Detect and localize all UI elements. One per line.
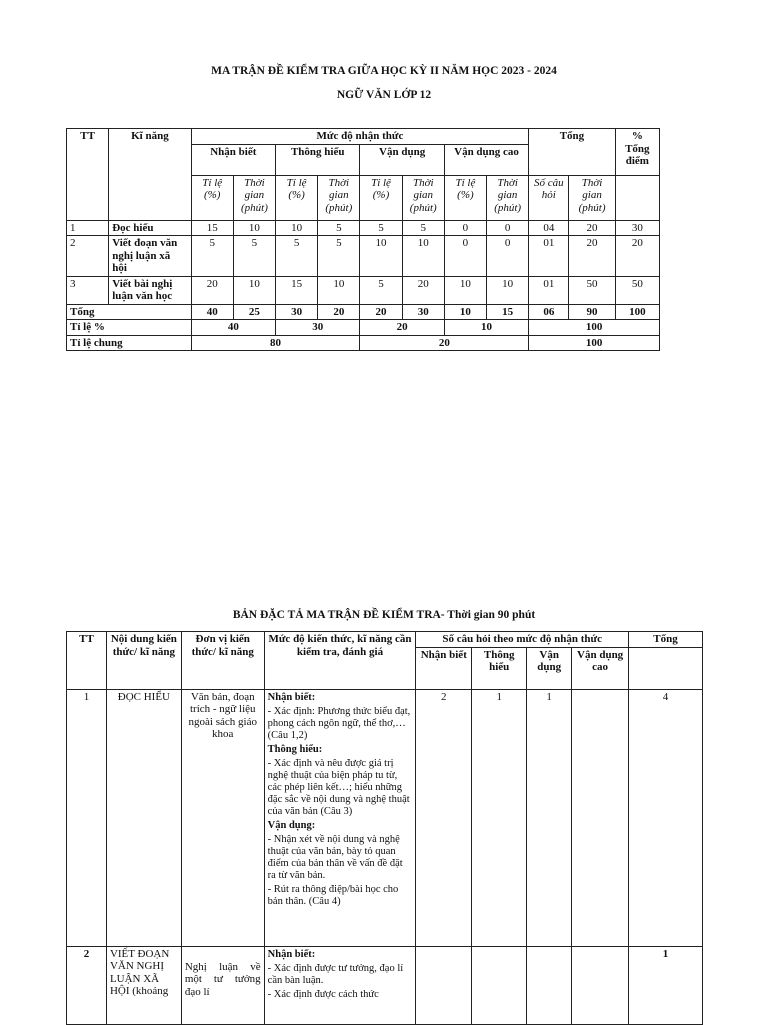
spec-count-cell: 2 (416, 689, 472, 946)
recognition-heading: Nhận biết: (267, 948, 316, 960)
spec-header-unit: Đơn vị kiến thức/ kĩ năng (181, 632, 264, 690)
matrix-ratio-cell: 100 (529, 320, 660, 336)
matrix-total-label: Tổng (67, 304, 192, 320)
matrix-general-cell: 80 (191, 335, 360, 351)
matrix-ratio-row (67, 320, 660, 336)
comprehension-text: - Xác định và nêu được giá trị nghệ thuật của biện pháp tu từ, các phép liên kết…; hiểu những đặc sắc về nội dung và nghệ thuật của văn bản (Câu 3) (267, 757, 410, 817)
matrix-row (67, 276, 660, 304)
matrix-total-cell: 30 (402, 304, 444, 320)
matrix-cell: 10 (444, 276, 486, 304)
matrix-general-cell: 100 (529, 335, 660, 351)
matrix-header-tt: TT (67, 129, 109, 221)
matrix-cell-skill: Viết đoạn văn nghị luận xã hội (109, 236, 191, 277)
matrix-cell: 5 (360, 276, 402, 304)
spec-cell-level-desc (264, 689, 416, 946)
matrix-header-levels: Mức độ nhận thức (191, 129, 529, 145)
matrix-subheader-ratio: Tỉ lệ (%) (191, 175, 233, 220)
matrix-cell: 20 (402, 276, 444, 304)
matrix-header-skill: Kĩ năng (109, 129, 191, 221)
matrix-cell: 0 (444, 236, 486, 277)
spec-count-cell (572, 689, 629, 946)
matrix-cell: 0 (487, 236, 529, 277)
matrix-total-cell: 30 (276, 304, 318, 320)
matrix-cell: 50 (569, 276, 615, 304)
matrix-cell: 5 (402, 220, 444, 236)
spec-header-total: Tổng (629, 632, 703, 648)
spec-header-tt: TT (67, 632, 107, 690)
spec-cell-tt: 2 (67, 946, 107, 1024)
recognition-heading: Nhận biết: (267, 691, 316, 703)
matrix-level-4: Vận dụng cao (444, 144, 528, 175)
matrix-cell: 01 (529, 236, 569, 277)
spec-row (67, 946, 703, 1024)
matrix-general-label: Tỉ lệ chung (67, 335, 192, 351)
matrix-cell: 20 (569, 220, 615, 236)
matrix-cell: 10 (487, 276, 529, 304)
spec-header-row (67, 632, 703, 648)
spec-cell-level-desc (264, 946, 416, 1024)
matrix-cell: 5 (318, 236, 360, 277)
matrix-total-cell: 40 (191, 304, 233, 320)
matrix-cell: 5 (276, 236, 318, 277)
matrix-cell-tt: 1 (67, 220, 109, 236)
matrix-cell: 5 (191, 236, 233, 277)
matrix-cell: 10 (233, 220, 275, 236)
matrix-header-total: Tổng (529, 129, 615, 176)
matrix-ratio-label: Tỉ lệ % (67, 320, 192, 336)
matrix-subheader-ratio: Tỉ lệ (%) (444, 175, 486, 220)
spec-cell-unit: Nghị luận về một tư tưởng đạo lí (181, 946, 264, 1024)
matrix-cell: 30 (615, 220, 659, 236)
matrix-cell: 10 (402, 236, 444, 277)
matrix-cell: 50 (615, 276, 659, 304)
spec-count-cell (527, 946, 572, 1024)
matrix-cell: 0 (487, 220, 529, 236)
recognition-text: - Xác định được tư tưởng, đạo lí cần bàn luận. (267, 962, 404, 986)
application-text: - Rút ra thông điệp/bài học cho bản thân. (Câu 4) (267, 883, 399, 907)
matrix-cell: 5 (318, 220, 360, 236)
matrix-header-row (67, 129, 660, 145)
matrix-subheader-ratio: Tỉ lệ (%) (360, 175, 402, 220)
matrix-cell: 04 (529, 220, 569, 236)
matrix-subheader-empty (615, 175, 659, 220)
matrix-cell: 20 (615, 236, 659, 277)
spec-count-cell: 1 (472, 689, 527, 946)
specification-table (66, 631, 703, 1025)
spec-row (67, 689, 703, 946)
matrix-subheader-ratio: Tỉ lệ (%) (276, 175, 318, 220)
comprehension-heading: Thông hiểu: (267, 743, 323, 755)
matrix-cell: 20 (569, 236, 615, 277)
spec-total-cell: 1 (629, 946, 703, 1024)
matrix-total-cell: 06 (529, 304, 569, 320)
matrix-cell: 5 (233, 236, 275, 277)
matrix-general-cell: 20 (360, 335, 529, 351)
spec-count-cell (572, 946, 629, 1024)
matrix-subheader-time: Thời gian (phút) (233, 175, 275, 220)
matrix-subheader-time: Thời gian (phút) (318, 175, 360, 220)
matrix-cell: 01 (529, 276, 569, 304)
document-title: MA TRẬN ĐỀ KIỂM TRA GIỮA HỌC KỲ II NĂM HỌC 2023 - 2024 (211, 65, 557, 77)
spec-level-4: Vận dụng cao (572, 647, 629, 689)
matrix-ratio-cell: 40 (191, 320, 275, 336)
spec-header-level: Mức độ kiến thức, kĩ năng cần kiểm tra, đánh giá (264, 632, 416, 690)
matrix-ratio-cell: 20 (360, 320, 444, 336)
spec-count-cell (472, 946, 527, 1024)
spec-count-cell: 1 (527, 689, 572, 946)
matrix-header-percent: % Tổng điểm (615, 129, 659, 176)
matrix-cell: 10 (360, 236, 402, 277)
matrix-subheader-questions: Số câu hỏi (529, 175, 569, 220)
spec-header-content: Nội dung kiến thức/ kĩ năng (106, 632, 181, 690)
matrix-level-1: Nhận biết (191, 144, 275, 175)
spec-header-count-group: Số câu hỏi theo mức độ nhận thức (416, 632, 629, 648)
spec-cell-unit: Văn bản, đoạn trích - ngữ liệu ngoài sách giáo khoa (181, 689, 264, 946)
spec-cell-content: VIẾT ĐOẠN VĂN NGHỊ LUẬN XÃ HỘI (khoảng (106, 946, 181, 1024)
matrix-cell: 10 (318, 276, 360, 304)
matrix-cell: 15 (276, 276, 318, 304)
spec-level-3: Vận dụng (527, 647, 572, 689)
matrix-cell-tt: 3 (67, 276, 109, 304)
spec-cell-content: ĐỌC HIỂU (106, 689, 181, 946)
assessment-matrix-table (66, 128, 660, 351)
matrix-total-cell: 20 (360, 304, 402, 320)
matrix-level-2: Thông hiểu (276, 144, 360, 175)
application-heading: Vận dụng: (267, 819, 316, 831)
matrix-row (67, 220, 660, 236)
matrix-cell-skill: Đọc hiểu (109, 220, 191, 236)
matrix-total-row (67, 304, 660, 320)
matrix-ratio-cell: 10 (444, 320, 528, 336)
matrix-cell: 15 (191, 220, 233, 236)
matrix-cell: 10 (233, 276, 275, 304)
matrix-cell: 5 (360, 220, 402, 236)
spec-count-cell (416, 946, 472, 1024)
matrix-cell: 20 (191, 276, 233, 304)
matrix-total-cell: 100 (615, 304, 659, 320)
spec-level-1: Nhận biết (416, 647, 472, 689)
spec-total-cell: 4 (629, 689, 703, 946)
matrix-total-cell: 90 (569, 304, 615, 320)
matrix-cell-skill: Viết bài nghị luận văn học (109, 276, 191, 304)
matrix-row (67, 236, 660, 277)
document-subtitle: NGỮ VĂN LỚP 12 (336, 89, 432, 101)
matrix-cell-tt: 2 (67, 236, 109, 277)
spec-title: BẢN ĐẶC TẢ MA TRẬN ĐỀ KIỂM TRA- Thời gian 90 phút (232, 609, 536, 621)
spec-level-2: Thông hiểu (472, 647, 527, 689)
matrix-level-3: Vận dụng (360, 144, 444, 175)
matrix-total-cell: 10 (444, 304, 486, 320)
spec-cell-tt: 1 (67, 689, 107, 946)
matrix-total-cell: 20 (318, 304, 360, 320)
matrix-general-row (67, 335, 660, 351)
matrix-total-cell: 15 (487, 304, 529, 320)
recognition-text: - Xác định: Phương thức biểu đạt, phong cách ngôn ngữ, thể thơ,…(Câu 1,2) (267, 705, 411, 741)
spec-header-empty (629, 647, 703, 689)
matrix-subheader-time: Thời gian (phút) (487, 175, 529, 220)
recognition-text: - Xác định được cách thức (267, 988, 379, 1000)
matrix-total-cell: 25 (233, 304, 275, 320)
matrix-subheader-time: Thời gian (phút) (402, 175, 444, 220)
matrix-cell: 10 (276, 220, 318, 236)
matrix-ratio-cell: 30 (276, 320, 360, 336)
application-text: - Nhận xét về nội dung và nghệ thuật của văn bản, bày tỏ quan điểm của bản thân về vấn đề đặt ra từ văn bản. (267, 833, 403, 881)
matrix-cell: 0 (444, 220, 486, 236)
matrix-subheader-time: Thời gian (phút) (569, 175, 615, 220)
